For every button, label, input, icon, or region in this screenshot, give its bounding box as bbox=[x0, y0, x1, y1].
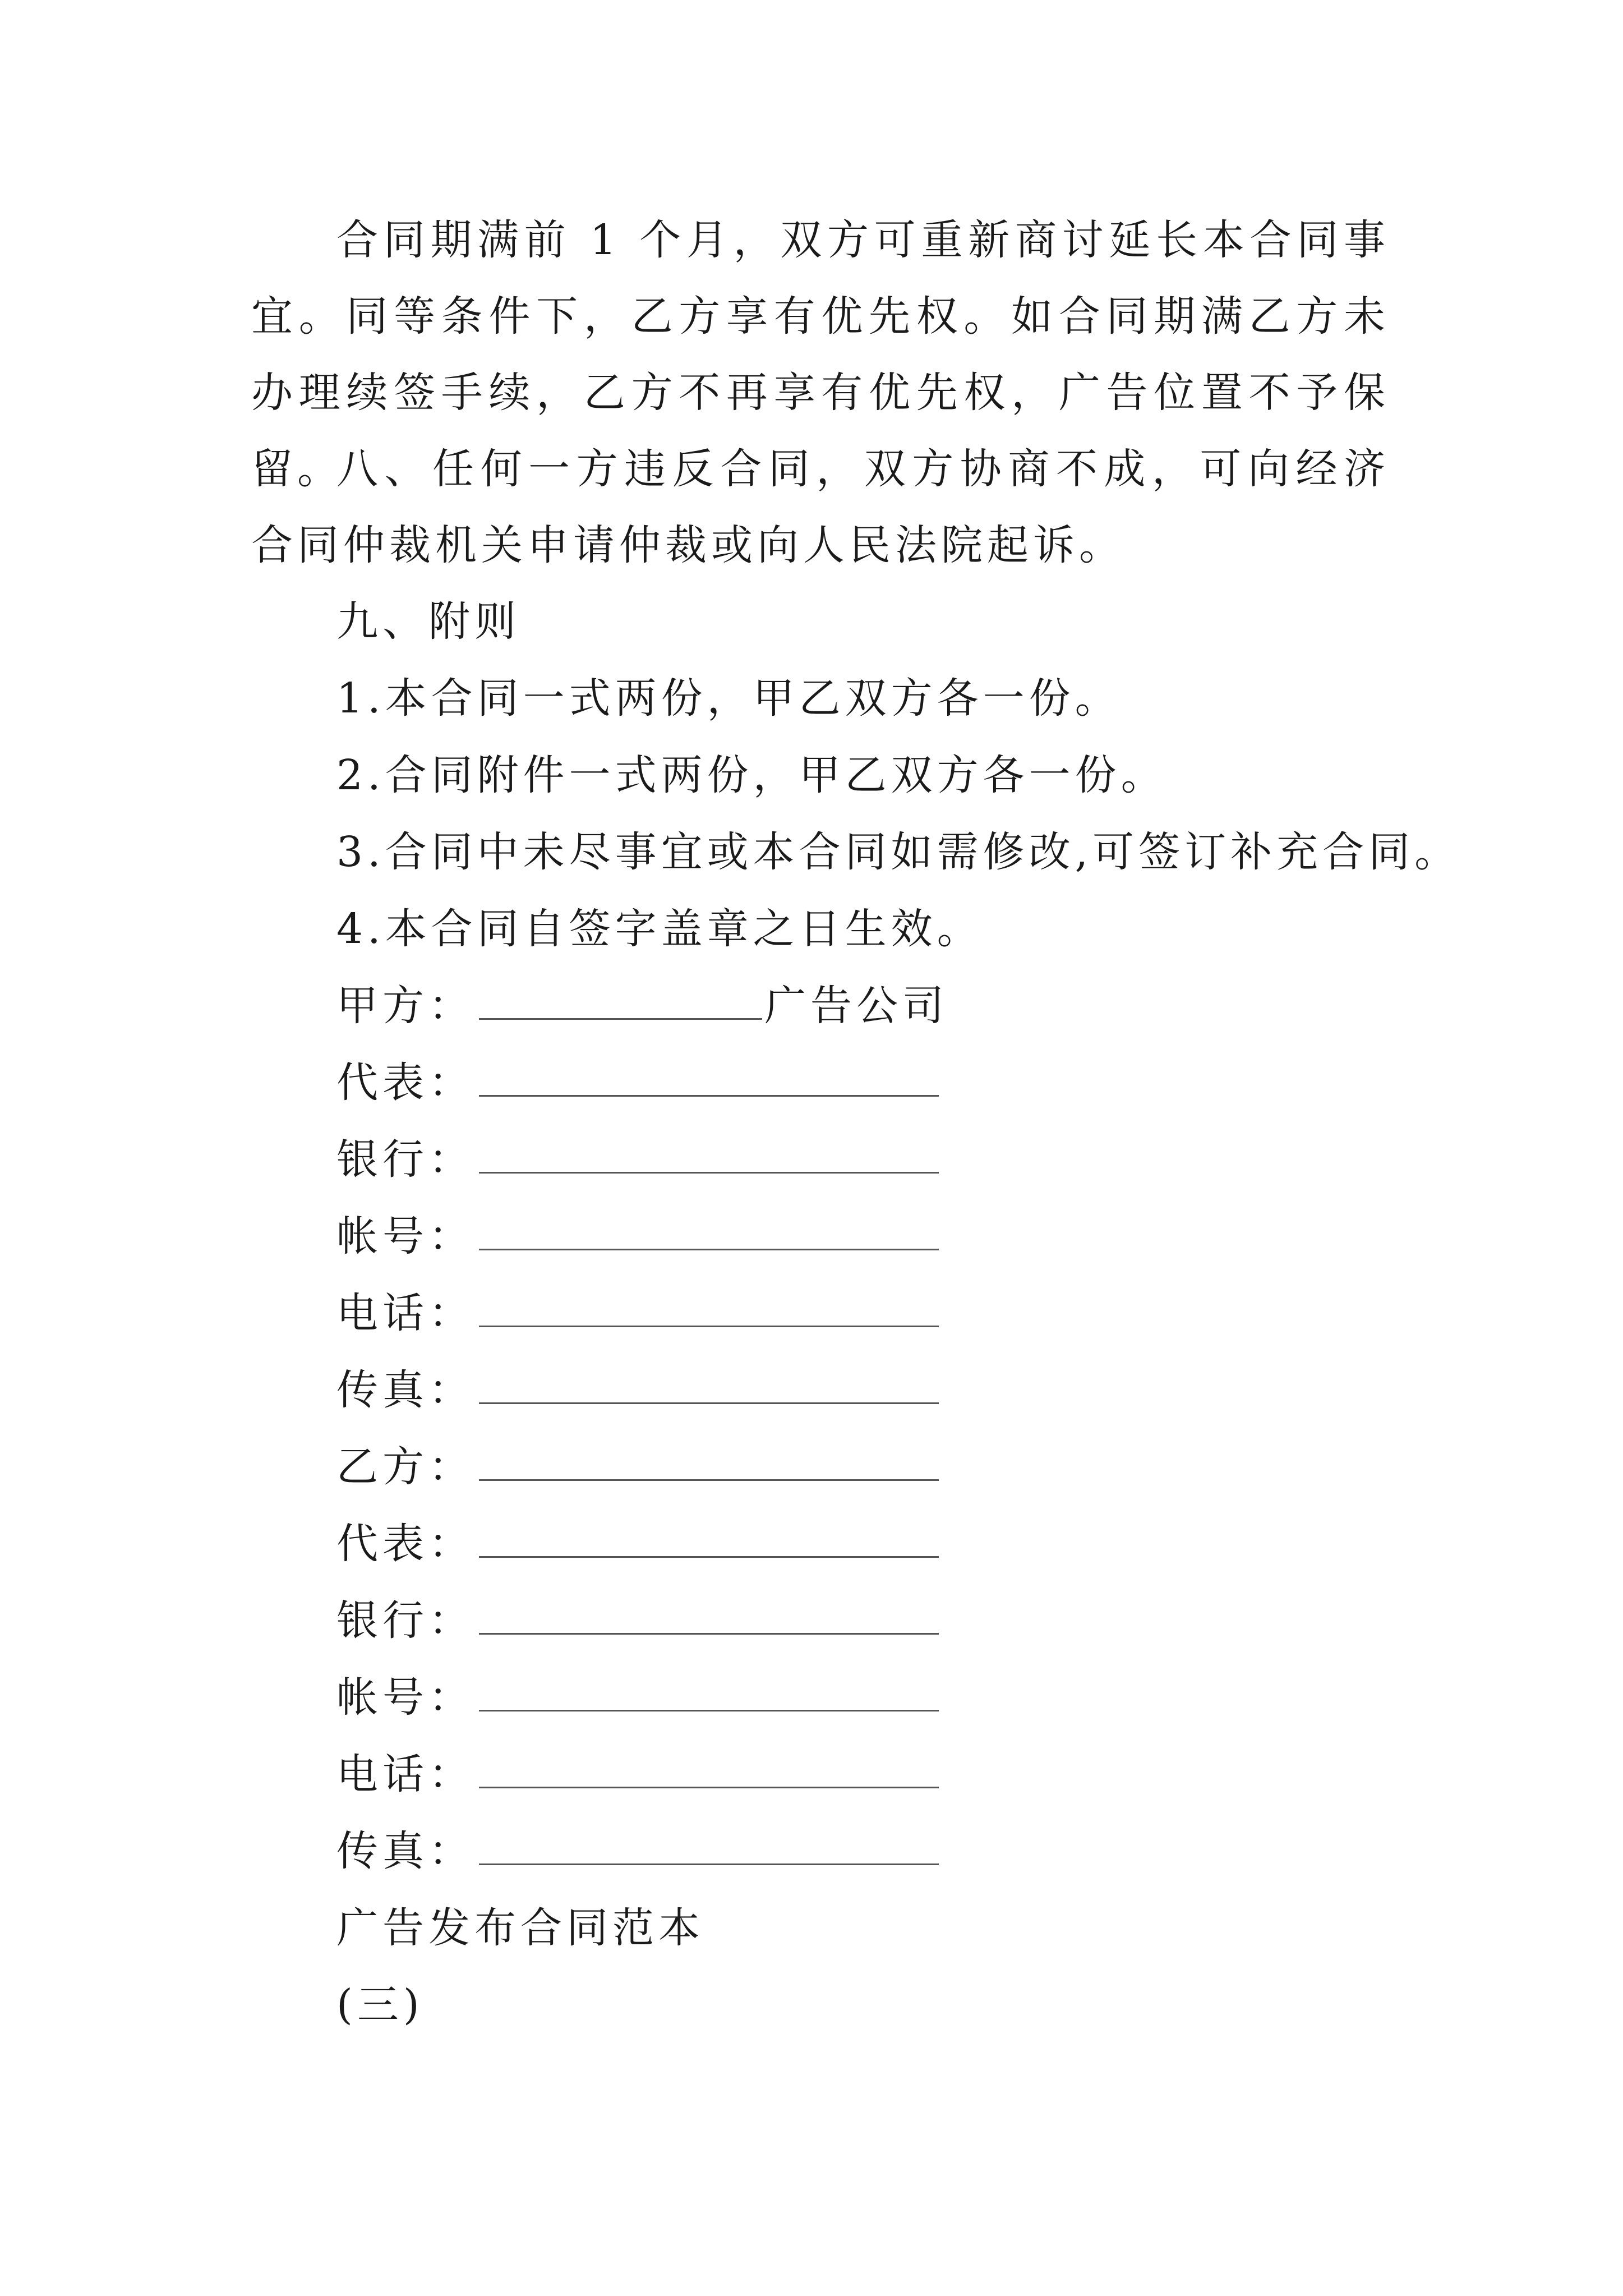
party-b-bank-row bbox=[336, 1593, 939, 1649]
party-b-label: 乙方： bbox=[336, 1443, 474, 1491]
party-a-bank-row bbox=[336, 1131, 939, 1188]
party-b-representative-blank[interactable] bbox=[479, 1516, 939, 1558]
party-b-bank-blank[interactable] bbox=[479, 1593, 939, 1635]
party-a-row bbox=[336, 978, 948, 1034]
party-b-representative-row bbox=[336, 1516, 939, 1572]
party-b-account-row bbox=[336, 1669, 939, 1726]
party-a-blank[interactable] bbox=[479, 978, 762, 1020]
party-b-fax-row bbox=[336, 1823, 939, 1879]
party-a-account-blank[interactable] bbox=[479, 1208, 939, 1250]
party-a-bank-blank[interactable] bbox=[479, 1131, 939, 1174]
party-b-phone-blank[interactable] bbox=[479, 1746, 939, 1788]
party-a-fax-row bbox=[336, 1362, 939, 1418]
party-b-blank[interactable] bbox=[479, 1439, 939, 1481]
party-b-fax-label: 传真： bbox=[336, 1827, 474, 1875]
paragraph-renewal: 合同期满前 1 个月，双方可重新商讨延长本合同事宜。同等条件下，乙方享有优先权。如合同期满乙方未办理续签手续，乙方不再享有优先权，广告位置不予保留。 bbox=[251, 216, 1390, 493]
party-b-phone-row bbox=[336, 1746, 939, 1802]
party-a-phone-blank[interactable] bbox=[479, 1285, 939, 1327]
party-a-bank-label: 银行： bbox=[336, 1135, 474, 1184]
party-b-account-label: 帐号： bbox=[336, 1673, 474, 1722]
party-b-phone-label: 电话： bbox=[336, 1750, 474, 1798]
party-b-account-blank[interactable] bbox=[479, 1669, 939, 1711]
party-a-representative-row bbox=[336, 1055, 939, 1111]
party-a-fax-label: 传真： bbox=[336, 1366, 474, 1414]
paragraph-dispute: 八、任何一方违反合同，双方协商不成，可向经济合同仲裁机关申请仲裁或向人民法院起诉。 bbox=[251, 445, 1390, 569]
party-b-bank-label: 银行： bbox=[336, 1596, 474, 1645]
party-a-phone-row bbox=[336, 1285, 939, 1341]
clause-4: 4.本合同自签字盖章之日生效。 bbox=[336, 905, 983, 953]
clause-3: 3.合同中未尽事宜或本合同如需修改,可签订补充合同。 bbox=[336, 828, 1461, 876]
party-a-label: 甲方： bbox=[336, 982, 474, 1030]
party-b-fax-blank[interactable] bbox=[479, 1823, 939, 1865]
party-b-representative-label: 代表： bbox=[336, 1520, 474, 1568]
party-a-account-label: 帐号： bbox=[336, 1212, 474, 1260]
party-a-phone-label: 电话： bbox=[336, 1289, 474, 1337]
party-a-fax-blank[interactable] bbox=[479, 1362, 939, 1404]
party-a-account-row bbox=[336, 1208, 939, 1264]
party-a-representative-blank[interactable] bbox=[479, 1055, 939, 1097]
party-b-row bbox=[336, 1439, 939, 1495]
party-a-suffix: 广告公司 bbox=[764, 982, 948, 1030]
clause-2: 2.合同附件一式两份，甲乙双方各一份。 bbox=[336, 751, 1167, 799]
section-heading-appendix: 九、附则 bbox=[336, 597, 520, 646]
clause-1: 1.本合同一式两份，甲乙双方各一份。 bbox=[336, 674, 1121, 723]
party-a-representative-label: 代表： bbox=[336, 1059, 474, 1107]
footer-title: 广告发布合同范本 bbox=[336, 1904, 704, 1952]
footer-number: (三) bbox=[336, 1981, 424, 2029]
